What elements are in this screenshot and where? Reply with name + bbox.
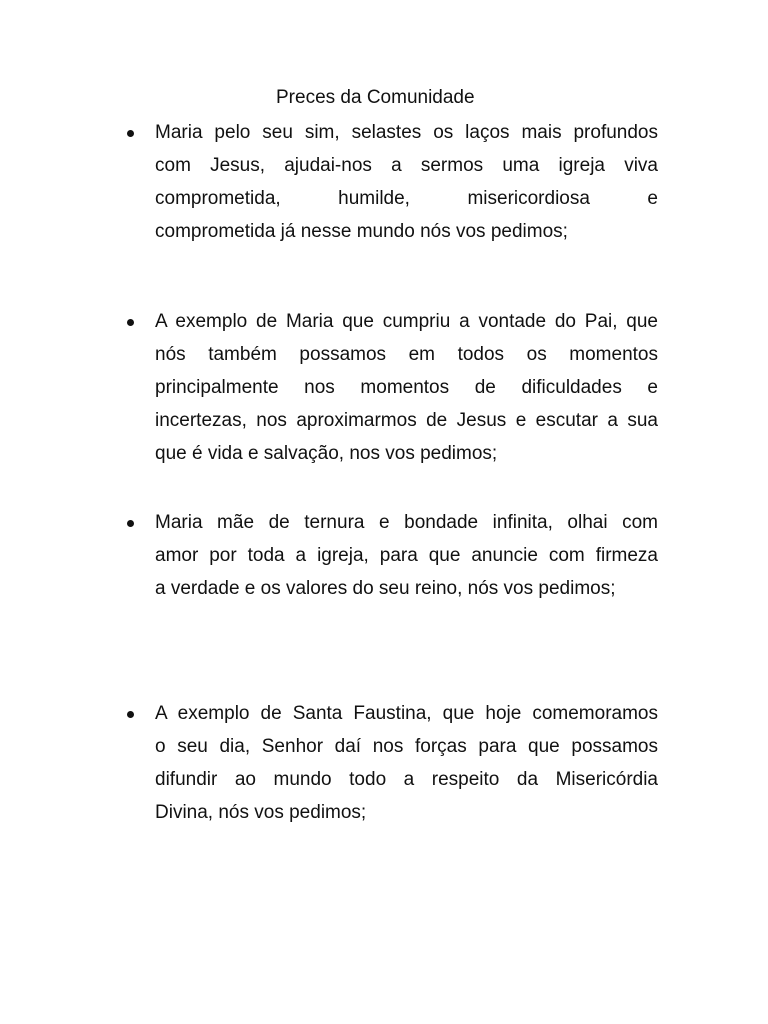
bullet-icon xyxy=(127,130,134,137)
prayer-line: comprometida, humilde, misericordiosa e xyxy=(155,188,658,209)
prayer-line: Maria pelo seu sim, selastes os laços mais profundos xyxy=(155,122,658,143)
prayer-line: amor por toda a igreja, para que anuncie com firmeza xyxy=(155,545,658,566)
prayer-line: comprometida já nesse mundo nós vos pedimos; xyxy=(155,221,568,242)
prayer-line: A exemplo de Santa Faustina, que hoje comemoramos xyxy=(155,703,658,724)
prayer-line: Maria mãe de ternura e bondade infinita, olhai com xyxy=(155,512,658,533)
prayer-line: nós também possamos em todos os momentos xyxy=(155,344,658,365)
prayer-line: difundir ao mundo todo a respeito da Misericórdia xyxy=(155,769,658,790)
prayer-line: que é vida e salvação, nos vos pedimos; xyxy=(155,443,498,464)
bullet-icon xyxy=(127,520,134,527)
bullet-icon xyxy=(127,711,134,718)
prayer-line: a verdade e os valores do seu reino, nós vos pedimos; xyxy=(155,578,616,599)
prayer-line: o seu dia, Senhor daí nos forças para que possamos xyxy=(155,736,658,757)
prayer-line: Divina, nós vos pedimos; xyxy=(155,802,367,823)
prayer-line: principalmente nos momentos de dificuldades e xyxy=(155,377,658,398)
prayer-line: incertezas, nos aproximarmos de Jesus e escutar a sua xyxy=(155,410,658,431)
bullet-icon xyxy=(127,319,134,326)
prayer-line: com Jesus, ajudai-nos a sermos uma igreja viva xyxy=(155,155,658,176)
prayer-line: A exemplo de Maria que cumpriu a vontade do Pai, que xyxy=(155,311,658,332)
page-title: Preces da Comunidade xyxy=(276,87,475,108)
